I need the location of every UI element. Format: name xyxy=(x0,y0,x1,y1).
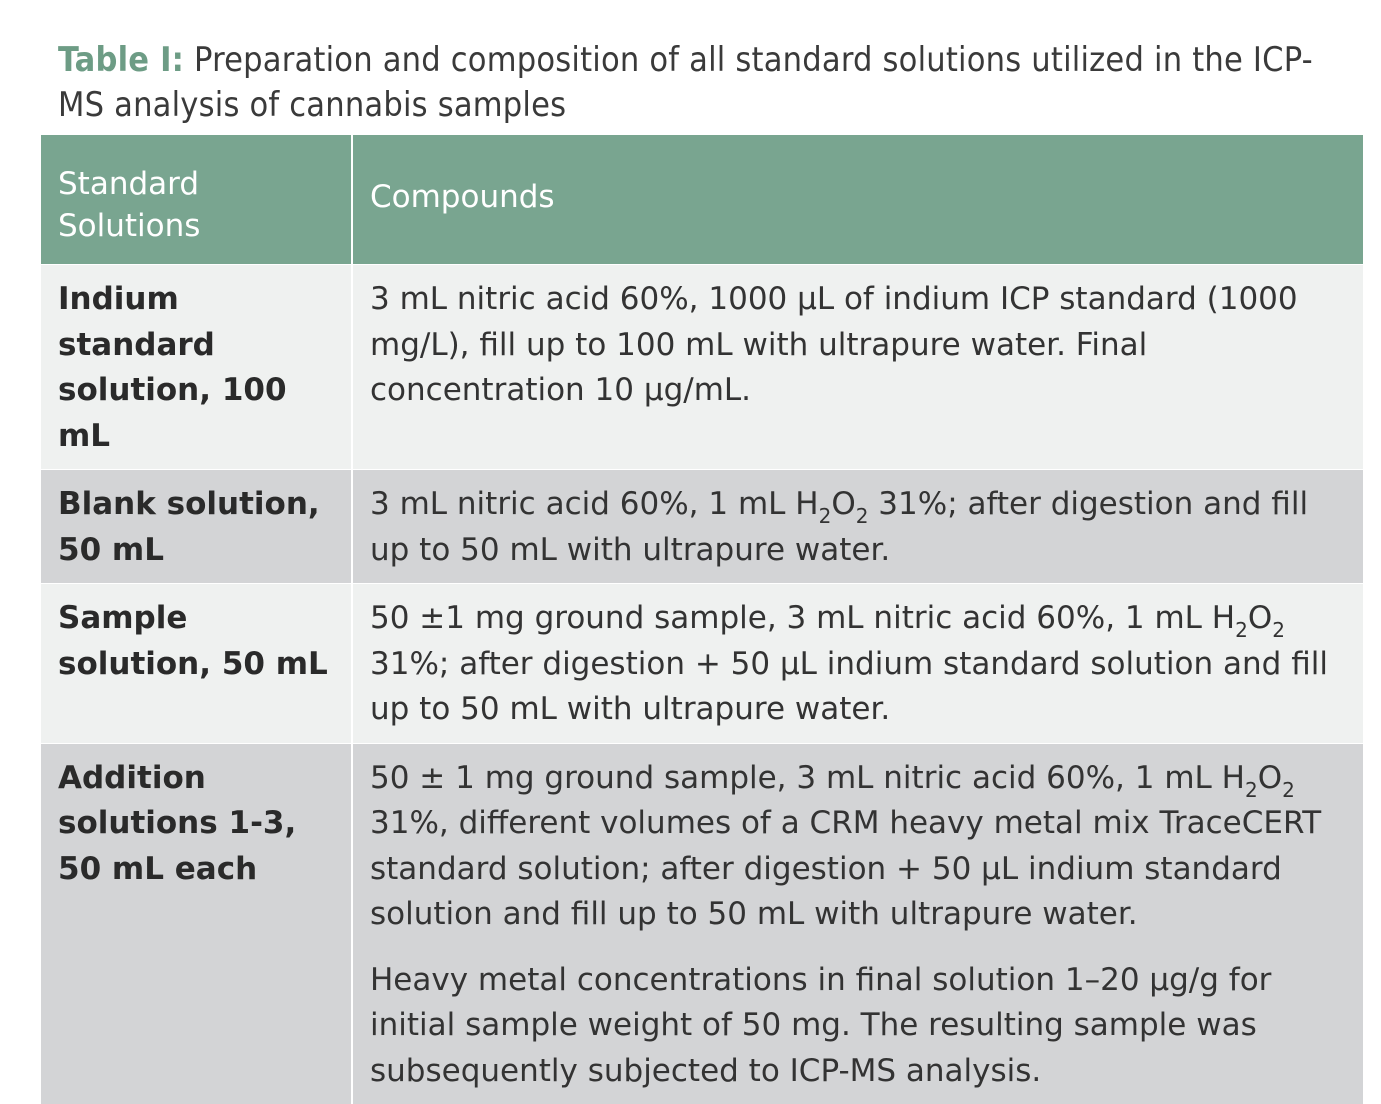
table-row xyxy=(41,743,1363,1104)
table-caption xyxy=(58,38,1358,128)
table-row xyxy=(41,470,1363,584)
row-compounds-main: 50 ± 1 mg ground sample, 3 mL nitric acid 60%, 1 mL $H_2O_2$ 31%, different volumes of a CRM heavy metal mix TraceCERT standard solution; after digestion + 50 µL indium standard solution and fill up to 50 mL with ultrapure water. xyxy=(370,759,1322,932)
header-standard-solutions: Standard Solutions xyxy=(41,135,352,265)
row-solution-name: Sample solution, 50 mL xyxy=(41,584,352,744)
caption-text: Preparation and composition of all standard solutions utilized in the ICP-MS analysis of cannabis samples xyxy=(58,40,1313,125)
row-compounds xyxy=(352,743,1363,1104)
standard-solutions-table xyxy=(41,135,1363,1104)
row-solution-name: Blank solution, 50 mL xyxy=(41,470,352,584)
row-compounds: 3 mL nitric acid 60%, 1 mL $H_2O_2$ 31%; after digestion and fill up to 50 mL with ultrapure water. xyxy=(352,470,1363,584)
row-solution-name: Indium standard solution, 100 mL xyxy=(41,265,352,470)
row-compounds: 50 ±1 mg ground sample, 3 mL nitric acid 60%, 1 mL $H_2O_2$ 31%; after digestion + 50 µL indium standard solution and fill up to 50 mL with ultrapure water. xyxy=(352,584,1363,744)
header-compounds: Compounds xyxy=(352,135,1363,265)
row-compounds-note: Heavy metal concentrations in final solution 1–20 µg/g for initial sample weight of 50 mg. The resulting sample was subsequently subjected to ICP-MS analysis. xyxy=(370,961,1272,1089)
table-row xyxy=(41,584,1363,744)
caption-label: Table I: xyxy=(58,40,185,80)
row-solution-name: Addition solutions 1-3, 50 mL each xyxy=(41,743,352,1104)
row-compounds: 3 mL nitric acid 60%, 1000 µL of indium ICP standard (1000 mg/L), fill up to 100 mL with ultrapure water. Final concentration 10 µg/mL. xyxy=(352,265,1363,470)
table-row xyxy=(41,265,1363,470)
table-header-row xyxy=(41,135,1363,265)
